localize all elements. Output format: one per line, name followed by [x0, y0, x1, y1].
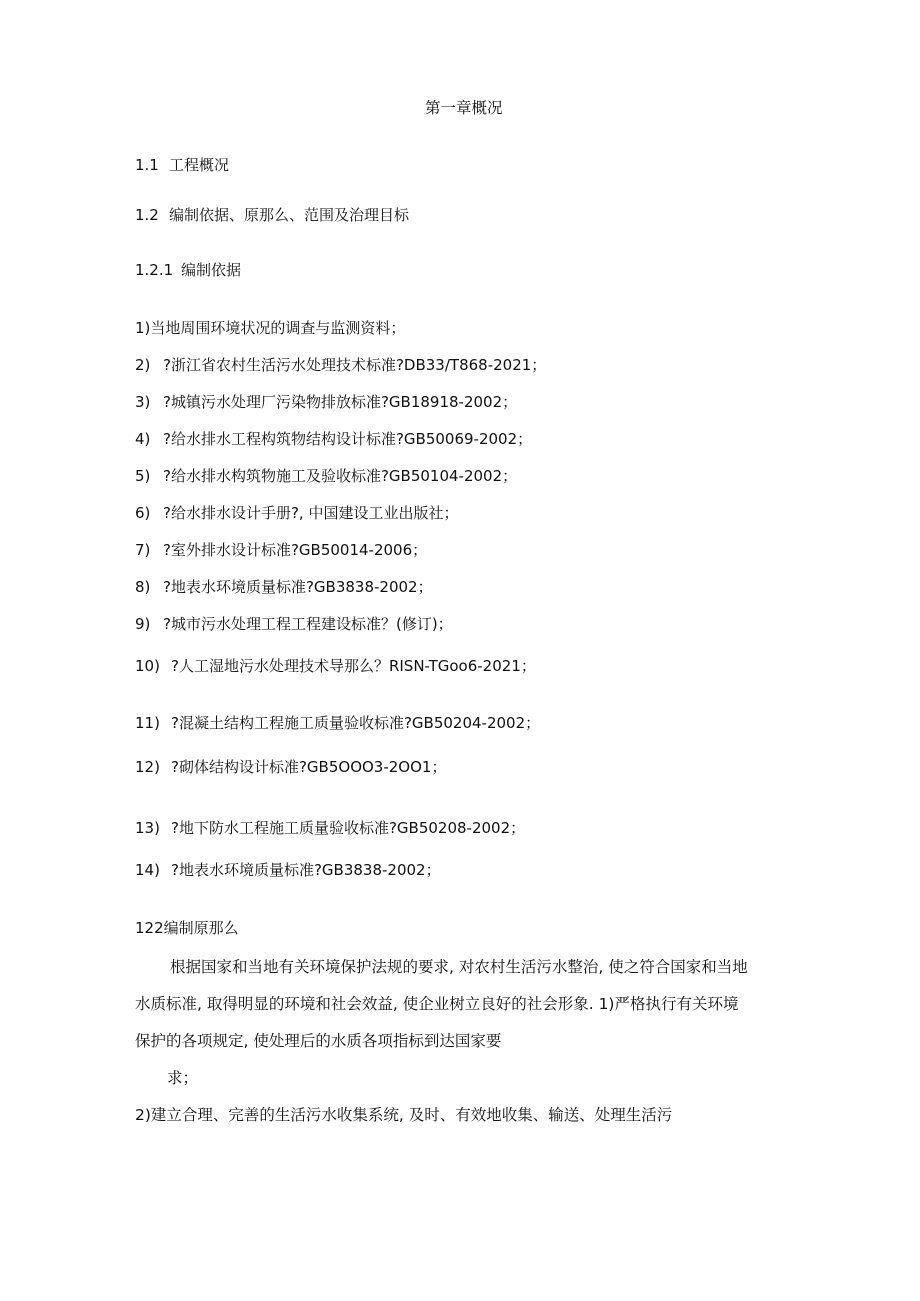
list-item-number: 3) [135, 393, 151, 411]
principles-item-2: 2)建立合理、完善的生活污水收集系统, 及时、有效地收集、输送、处理生活污 [135, 1106, 673, 1124]
section-heading-1-2-1 [135, 260, 241, 280]
section-title: 编制依据 [181, 261, 242, 279]
list-item [135, 757, 446, 777]
list-item [135, 818, 525, 838]
list-item [135, 577, 433, 597]
list-item-number: 14) [135, 861, 160, 879]
list-item [135, 503, 458, 523]
list-item [135, 318, 405, 338]
principles-heading: 122编制原那么 [135, 919, 239, 937]
list-item-text: ?地表水环境质量标准?GB3838-2002； [163, 578, 433, 596]
list-item [135, 540, 427, 560]
section-number: 1.2.1 [135, 261, 174, 279]
list-item [135, 656, 536, 676]
list-item-number: 9) [135, 615, 151, 633]
list-item-number: 1) [135, 319, 151, 337]
list-item-text: ?城市污水处理工程工程建设标准？(修订)； [163, 615, 453, 633]
chapter-title: 第一章概况 [425, 99, 503, 117]
list-item-number: 10) [135, 657, 160, 675]
list-item-number: 13) [135, 819, 160, 837]
list-item-text: ?给水排水设计手册?, 中国建设工业出版社； [163, 504, 459, 522]
list-item-text: ?人工湿地污水处理技术导那么？RISN-TGoo6-2021； [171, 657, 536, 675]
list-item-text: ?室外排水设计标准?GB50014-2006； [163, 541, 428, 559]
list-item-text: 当地周围环境状况的调查与监测资料； [150, 319, 406, 337]
principles-paragraph-line: 保护的各项规定, 使处理后的水质各项指标到达国家要 [135, 1032, 502, 1050]
list-item-number: 2) [135, 356, 151, 374]
list-item-number: 4) [135, 430, 151, 448]
section-number: 1.2 [135, 206, 159, 224]
principles-paragraph-tail: 求； [167, 1069, 199, 1087]
section-heading-1-2 [135, 205, 409, 225]
principles-paragraph-line: 根据国家和当地有关环境保护法规的要求, 对农村生活污水整治, 使之符合国家和当地 [170, 958, 748, 976]
section-heading-1-1 [135, 155, 229, 175]
list-item [135, 466, 517, 486]
section-title: 工程概况 [169, 156, 230, 174]
list-item-text: ?砌体结构设计标准?GB5OOO3-2OO1； [171, 758, 447, 776]
list-item-number: 12) [135, 758, 160, 776]
list-item [135, 429, 532, 449]
list-item-text: ?给水排水工程构筑物结构设计标准?GB50069-2002； [163, 430, 533, 448]
list-item [135, 392, 517, 412]
list-item-text: ?城镇污水处理厂污染物排放标准?GB18918-2002； [163, 393, 518, 411]
list-item-text: ?浙江省农村生活污水处理技术标准?DB33/T868-2021； [163, 356, 547, 374]
list-item [135, 614, 453, 634]
section-number: 1.1 [135, 156, 159, 174]
list-item-number: 8) [135, 578, 151, 596]
list-item [135, 713, 540, 733]
list-item-text: ?地表水环境质量标准?GB3838-2002； [171, 861, 441, 879]
list-item-text: ?混凝土结构工程施工质量验收标准?GB50204-2002； [171, 714, 541, 732]
principles-paragraph-line: 水质标准, 取得明显的环境和社会效益, 使企业树立良好的社会形象. 1)严格执行有关环境 [135, 995, 739, 1013]
section-title: 编制依据、原那么、范围及治理目标 [169, 206, 410, 224]
list-item-text: ?地下防水工程施工质量验收标准?GB50208-2002； [171, 819, 526, 837]
list-item [135, 860, 441, 880]
list-item-number: 5) [135, 467, 151, 485]
list-item-text: ?给水排水构筑物施工及验收标准?GB50104-2002； [163, 467, 518, 485]
list-item-number: 11) [135, 714, 160, 732]
list-item [135, 355, 546, 375]
list-item-number: 7) [135, 541, 151, 559]
list-item-number: 6) [135, 504, 151, 522]
